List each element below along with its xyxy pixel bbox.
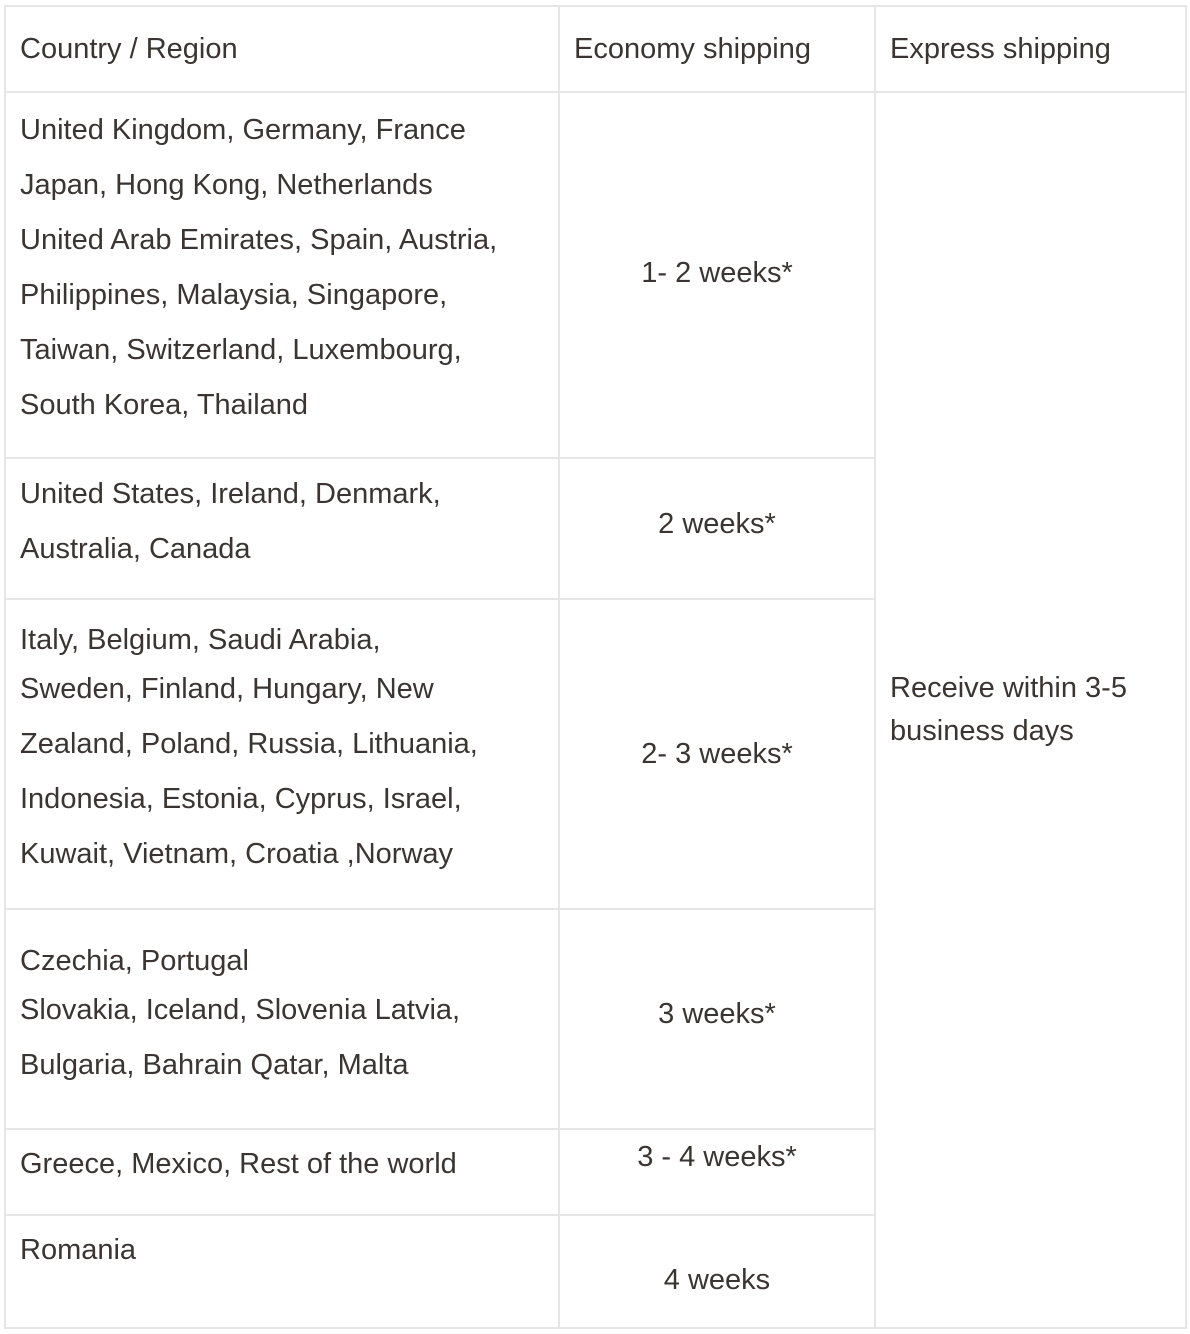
country-line: Slovakia, Iceland, Slovenia Latvia, — [20, 994, 461, 1026]
country-line: United States, Ireland, Denmark, — [20, 478, 441, 510]
express-line: Receive within 3-5 — [890, 672, 1127, 704]
country-list — [5, 1215, 559, 1328]
economy-time: 3 weeks* — [559, 909, 875, 1129]
country-line: Japan, Hong Kong, Netherlands — [20, 169, 433, 201]
country-line: Kuwait, Vietnam, Croatia ,Norway — [20, 838, 454, 870]
country-list — [5, 909, 559, 1129]
country-line: Bulgaria, Bahrain Qatar, Malta — [20, 1049, 409, 1081]
express-time — [875, 92, 1186, 1328]
country-line: Zealand, Poland, Russia, Lithuania, — [20, 728, 478, 760]
table-header-row — [5, 6, 1186, 92]
country-line: Indonesia, Estonia, Cyprus, Israel, — [20, 783, 462, 815]
economy-time: 2 weeks* — [559, 458, 875, 599]
country-line: Greece, Mexico, Rest of the world — [20, 1148, 457, 1180]
country-line: United Kingdom, Germany, France — [20, 114, 466, 146]
country-line: South Korea, Thailand — [20, 389, 309, 421]
country-line: Czechia, Portugal — [20, 945, 249, 977]
express-line: business days — [890, 715, 1074, 747]
country-line: Taiwan, Switzerland, Luxembourg, — [20, 334, 462, 366]
country-line: Sweden, Finland, Hungary, New — [20, 673, 434, 705]
economy-time: 4 weeks — [559, 1215, 875, 1328]
country-list — [5, 1129, 559, 1215]
country-line: Romania — [20, 1234, 137, 1266]
country-list — [5, 458, 559, 599]
economy-shipping-header: Economy shipping — [559, 6, 875, 92]
economy-time: 2- 3 weeks* — [559, 599, 875, 909]
country-list — [5, 599, 559, 909]
express-shipping-header: Express shipping — [875, 6, 1186, 92]
economy-time: 3 - 4 weeks* — [559, 1129, 875, 1215]
country-region-header: Country / Region — [5, 6, 559, 92]
country-line: Italy, Belgium, Saudi Arabia, — [20, 624, 381, 656]
country-line: Australia, Canada — [20, 533, 251, 565]
shipping-times-table — [4, 5, 1187, 1329]
country-line: United Arab Emirates, Spain, Austria, — [20, 224, 498, 256]
economy-time: 1- 2 weeks* — [559, 92, 875, 458]
country-line: Philippines, Malaysia, Singapore, — [20, 279, 448, 311]
country-list — [5, 92, 559, 458]
table-row — [5, 92, 1186, 458]
